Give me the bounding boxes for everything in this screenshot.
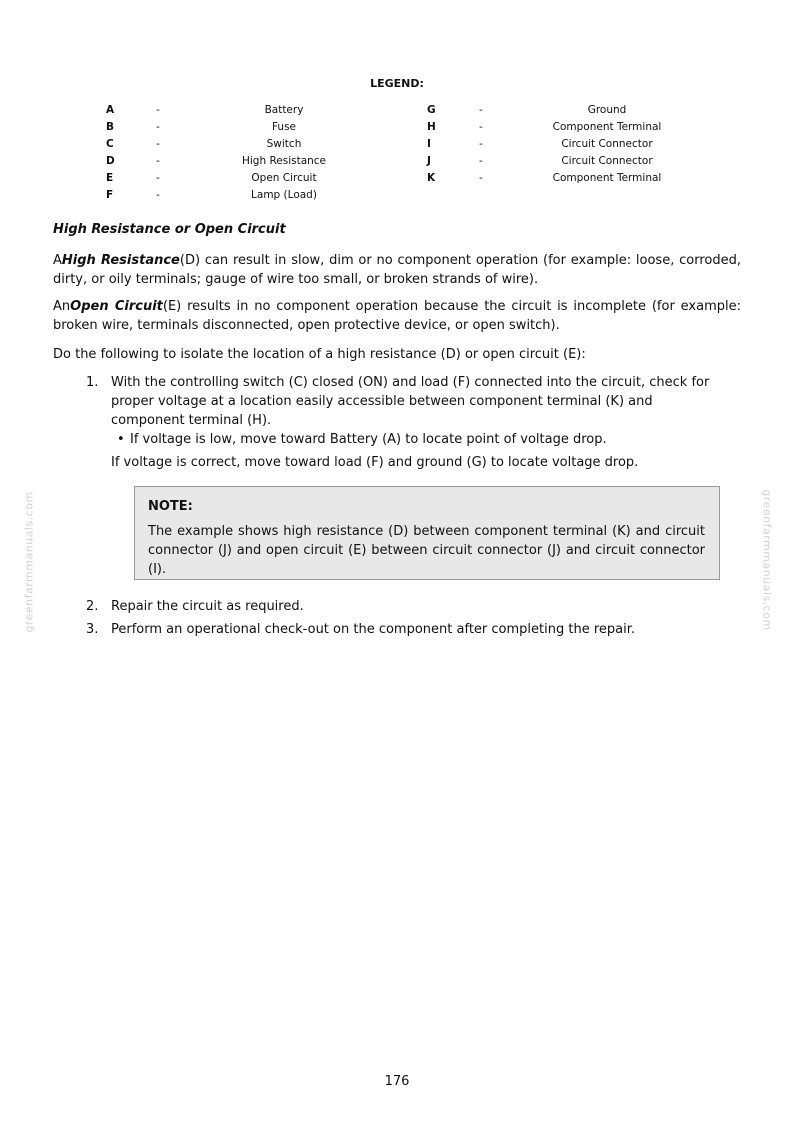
legend-letter: C <box>106 138 114 150</box>
term-high-resistance: High Resistance <box>61 253 180 268</box>
legend-title: LEGEND: <box>370 77 424 90</box>
legend-letter: G <box>427 104 436 116</box>
step-text: With the controlling switch (C) closed (ON) and load (F) connected into the circuit, check for proper voltage at a location easily accessible between component terminal (K) and component terminal (H). <box>111 375 710 428</box>
legend-letter: D <box>106 155 115 167</box>
legend-dash: - <box>479 121 483 133</box>
legend-value: Switch <box>266 138 302 150</box>
note-box <box>134 486 720 580</box>
legend-letter: K <box>427 172 436 184</box>
para-prefix: An <box>53 299 71 314</box>
para-text: (E) results in no component operation because the circuit is incomplete (for example: broken wire, terminals disconnected, open protective device, or open switch). <box>53 299 741 333</box>
legend-dash: - <box>479 138 483 150</box>
step-number: 2. <box>86 599 99 614</box>
legend-value: Component Terminal <box>552 121 662 133</box>
legend-letter: E <box>106 172 114 184</box>
legend-value: Circuit Connector <box>561 138 653 150</box>
legend-table <box>0 104 794 206</box>
legend-letter: H <box>427 121 436 133</box>
open-circuit-paragraph <box>53 297 741 335</box>
legend-value: Fuse <box>271 121 297 133</box>
legend-value: Lamp (Load) <box>251 189 317 201</box>
legend-row <box>0 104 794 121</box>
legend-value: Component Terminal <box>552 172 662 184</box>
legend-dash: - <box>156 155 160 167</box>
step-number: 1. <box>86 375 99 390</box>
procedure-intro: Do the following to isolate the location of a high resistance (D) or open circuit (E): <box>53 347 586 362</box>
legend-value: Circuit Connector <box>561 155 653 167</box>
step-text: Repair the circuit as required. <box>111 599 304 614</box>
bullet-icon: • <box>117 432 125 447</box>
legend-value: Ground <box>587 104 627 116</box>
legend-dash: - <box>156 121 160 133</box>
note-body: The example shows high resistance (D) between component terminal (K) and circuit connector (J) and open circuit (E) between circuit connector (J) and circuit connector (I). <box>148 524 705 577</box>
high-resistance-paragraph <box>53 251 741 289</box>
legend-dash: - <box>479 155 483 167</box>
legend-letter: A <box>106 104 115 116</box>
section-heading: High Resistance or Open Circuit <box>53 222 286 237</box>
legend-row <box>0 172 794 189</box>
step-number: 3. <box>86 622 99 637</box>
bullet-item <box>117 430 607 449</box>
legend-value: Open Circuit <box>251 172 317 184</box>
legend-dash: - <box>156 104 160 116</box>
legend-value: Battery <box>264 104 304 116</box>
legend-dash: - <box>156 172 160 184</box>
legend-letter: I <box>427 138 431 150</box>
note-title: NOTE: <box>148 499 193 514</box>
legend-value: High Resistance <box>241 155 327 167</box>
bullet-text: If voltage is low, move toward Battery (A) to locate point of voltage drop. <box>130 432 607 447</box>
page-number: 176 <box>384 1074 410 1089</box>
para-prefix: A <box>53 253 62 268</box>
legend-row <box>0 189 794 206</box>
term-open-circuit: Open Circuit <box>70 299 163 314</box>
legend-row <box>0 155 794 172</box>
step-text: Perform an operational check-out on the component after completing the repair. <box>111 622 635 637</box>
legend-letter: F <box>106 189 114 201</box>
para-text: (D) can result in slow, dim or no component operation (for example: loose, corroded, dirty, or oily terminals; gauge of wire too small, or broken strands of wire). <box>53 253 741 287</box>
legend-letter: J <box>427 155 431 167</box>
step-followup-text: If voltage is correct, move toward load (F) and ground (G) to locate voltage drop. <box>111 455 639 470</box>
legend-dash: - <box>479 104 483 116</box>
legend-row <box>0 121 794 138</box>
legend-dash: - <box>156 138 160 150</box>
legend-letter: B <box>106 121 115 133</box>
legend-row <box>0 138 794 155</box>
watermark-left: greenfarmmanuals.com <box>22 491 36 633</box>
legend-dash: - <box>156 189 160 201</box>
legend-dash: - <box>479 172 483 184</box>
watermark-right: greenfarmmanuals.com <box>760 489 774 631</box>
